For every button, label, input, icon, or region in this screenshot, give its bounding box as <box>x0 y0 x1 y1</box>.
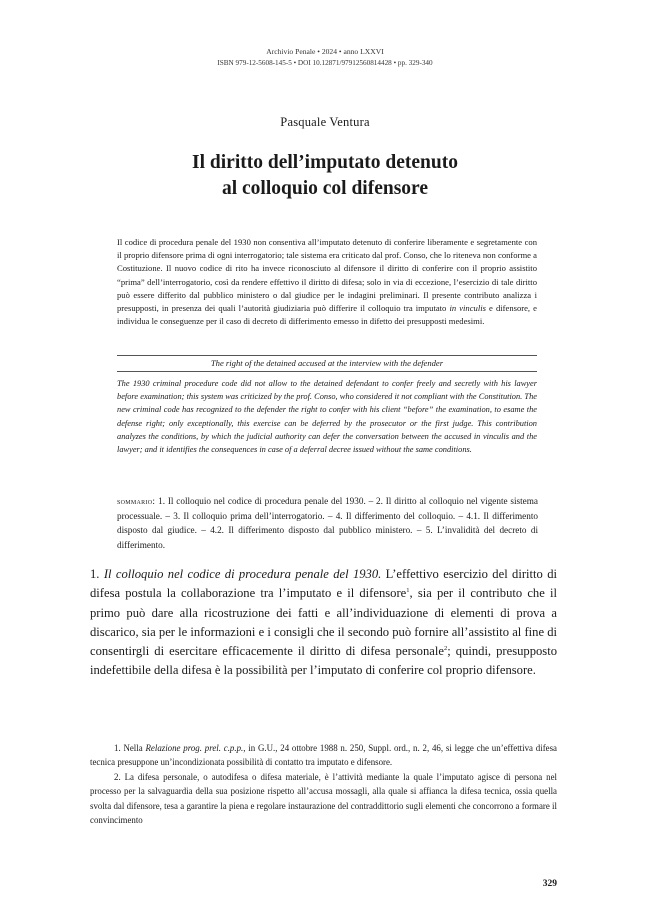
journal-header <box>0 47 650 68</box>
summary-text: 1. Il colloquio nel codice di procedura penale del 1930. – 2. Il diritto al colloquio nel vigente sistema processuale. – 3. Il colloquio prima dell’interrogatorio. – 4. Il differimento del colloquio. – 4.1. Il differimento disposto dal giudice. – 4.2. Il differimento disposto dal pubblico ministero. – 5. L’invalidità del decreto di differimento. <box>117 496 538 551</box>
article-title-line1: Il diritto dell’imputato detenuto <box>192 152 458 173</box>
article-title-line2: al colloquio col difensore <box>221 178 429 199</box>
footnote-1-b: , in G.U., 24 ottobre 1988 n. 250, Suppl. ord., n. 2, 46, si legge che un’effettiva difesa tecnica presuppone un’incondizionata possibilità di contatto tra imputato e difensore. <box>90 743 557 768</box>
footnote-1-italic: Relazione prog. prel. c.p.p. <box>145 743 244 753</box>
body-text <box>90 565 557 681</box>
english-title: The right of the detained accused at the interview with the defender <box>117 355 537 372</box>
journal-header-line2: ISBN 979-12-5608-145-5 • DOI 10.12871/97912560814428 • pp. 329-340 <box>217 58 433 67</box>
abstract-english: The 1930 criminal procedure code did not allow to the detained defendant to confer freely and secretly with his lawyer before examination; this system was criticized by the prof. Conso, who considered it not compliant with the Constitution. The new criminal code has recognized to the defender the right to confer with his client “before” the examination, to esame the defense right; only exceptionally, this exercise can be deferred by the prosecutor or the first judge. This contribution analyzes the conditions, by which the judicial authority can defer the conversation between the accused in vinculis and the lawyer; and it identifies the consequences in case of a deferral decree issued without the same conditions. <box>117 379 537 455</box>
summary <box>117 494 538 553</box>
abstract-it-part1: Il codice di procedura penale del 1930 non consentiva all’imputato detenuto di conferire liberamente e segretamente con il proprio difensore prima di ogni interrogatorio; tale sistema era criticato dal prof. Conso, che lo riteneva non conforme a Costituzione. Il nuovo codice di rito ha invece riconosciuto al difensore il diritto di conferire con il proprio assistito “prima” dell’interrogatorio, così da rendere effettivo il diritto di difesa; solo in via di eccezione, l’esercizio di tale diritto può essere differito dal pubblico ministero o dal giudice per le indagini preliminari. Il presente contributo analizza i presupposti, in presenza dei quali l’autorità giudiziaria può differire il colloquio tra imputato <box>117 237 537 314</box>
article-title <box>0 150 650 202</box>
body-text-part2: , sia per il contributo che il primo può dare alla ricostruzione dei fatti e all’individuazione di elementi di prova a discarico, sia per le informazioni e i consigli che il secondo può fornire all’assistito al fine di consentirgli di esercitare efficacemente il diritto di difesa personale <box>90 586 557 659</box>
body-text-part1: L’effettivo esercizio del diritto di difesa postula la collaborazione tra l’imputato e il difensore <box>90 567 557 601</box>
abstract-it-italic: in vinculis <box>449 303 486 314</box>
abstract-it-part2: e difensore, e individua le conseguenze per il caso di decreto di differimento emesso in difetto dei presupposti medesimi. <box>117 303 537 327</box>
journal-header-line1: Archivio Penale • 2024 • anno LXXVI <box>266 47 384 56</box>
footnote-1-a: 1. Nella <box>114 743 146 753</box>
section-title: Il colloquio nel codice di procedura penale del 1930. <box>103 567 382 581</box>
footnote-ref-2: 2 <box>443 645 448 652</box>
footnote-1 <box>90 741 557 770</box>
page-number: 329 <box>542 879 557 889</box>
body-text-part3: ; quindi, presupposto indefettibile della difesa è la possibilità per l’imputato di conferire col proprio difensore. <box>90 644 558 678</box>
footnote-ref-1: 1 <box>406 587 410 595</box>
author-name: Pasquale Ventura <box>280 115 370 129</box>
section-number: 1. <box>90 567 104 581</box>
abstract-italian <box>117 236 537 328</box>
footnotes <box>90 741 557 827</box>
footnote-2: 2. La difesa personale, o autodifesa o difesa materiale, è l’attività mediante la quale l’imputato agisce di persona nel processo per la salvaguardia della sua posizione rispetto all’accusa mossagli, alla quale si affianca la difesa tecnica, ossia quella svolta dal difensore, tesa a garantire la piena e regolare instaurazione del contraddittorio sugli elementi che concorrono a formare il convincimento <box>90 771 557 826</box>
summary-label: sommario: <box>117 496 156 506</box>
